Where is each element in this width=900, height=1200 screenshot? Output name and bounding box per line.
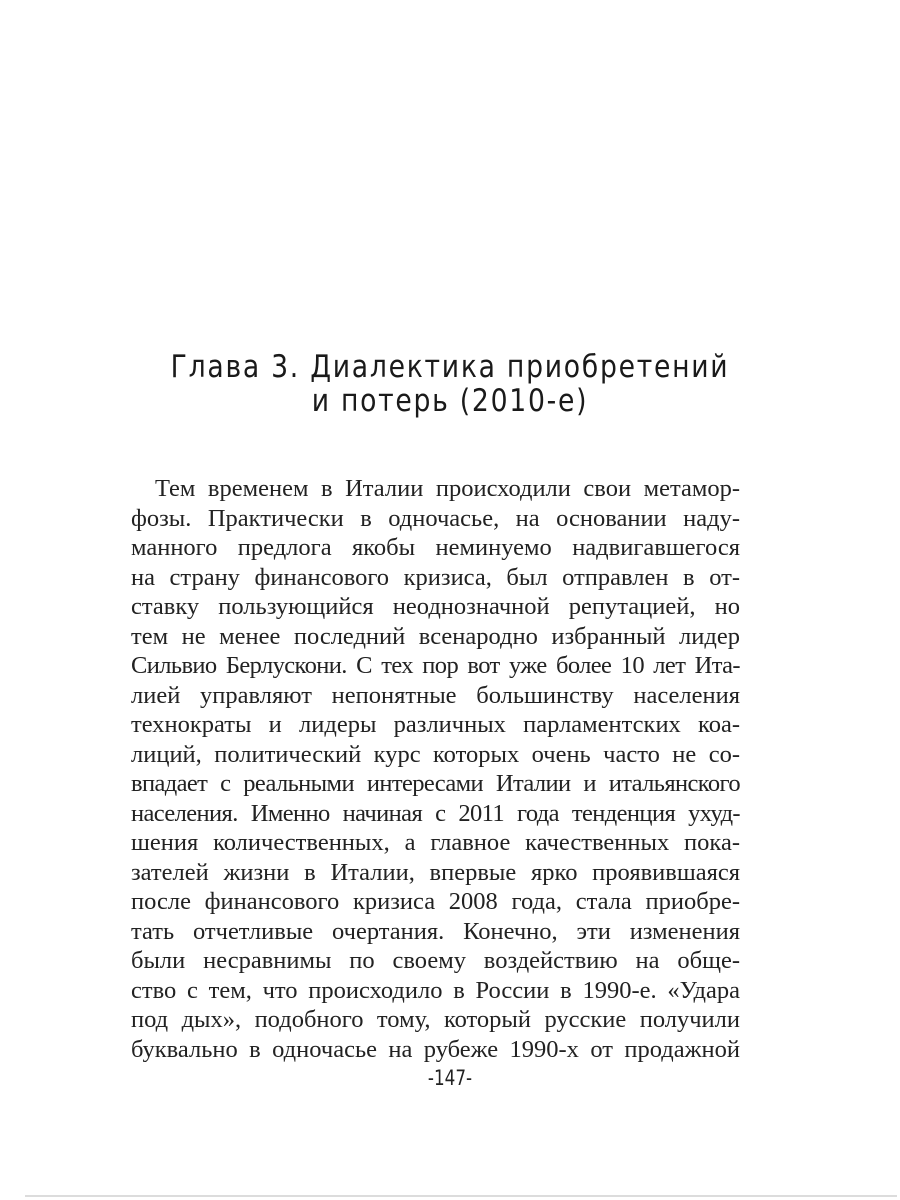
text-line: ство с тем, что происходило в России в 1990-е. «Удара [131, 976, 740, 1004]
chapter-title-line: и потерь (2010-е) [311, 383, 589, 419]
text-line: после финансового кризиса 2008 года, стала приобре- [131, 888, 740, 915]
text-line: ставку пользующийся неоднозначной репутацией, но [131, 593, 740, 620]
text-line: Сильвио Берлускони. С тех пор вот уже более 10 лет Ита- [131, 652, 740, 679]
text-line: технократы и лидеры различных парламентских коа- [131, 711, 740, 738]
text-line: под дых», подобного тому, который русские получили [131, 1006, 740, 1033]
chapter-title-line: Глава 3. Диалектика приобретений [170, 349, 730, 385]
text-line: шения количественных, а главное качественных пока- [131, 829, 740, 856]
text-line: впадает с реальными интересами Италии и итальянского [131, 770, 740, 797]
text-line: буквально в одночасье на рубеже 1990-х от продажной [131, 1035, 740, 1063]
text-line: тать отчетливые очертания. Конечно, эти изменения [131, 917, 740, 945]
body-paragraph [131, 474, 740, 1064]
text-line: на страну финансового кризиса, был отправлен в от- [131, 563, 740, 591]
text-line: фозы. Практически в одночасье, на основании наду- [131, 504, 740, 532]
page-bottom-edge [25, 1195, 897, 1197]
text-line: лиций, политический курс которых очень часто не со- [131, 740, 740, 768]
text-line: тем не менее последний всенародно избранный лидер [131, 622, 740, 650]
text-line: были несравнимы по своему воздействию на обще- [131, 947, 740, 974]
text-line: населения. Именно начиная с 2011 года тенденция ухуд- [131, 799, 740, 827]
text-line: лией управляют непонятные большинству населения [131, 681, 740, 709]
text-line: зателей жизни в Италии, впервые ярко проявившаяся [131, 858, 740, 886]
chapter-title [149, 350, 751, 418]
text-line: Тем временем в Италии происходили свои метамор- [155, 475, 740, 502]
page-number: -147- [427, 1066, 473, 1090]
text-line: манного предлога якобы неминуемо надвигавшегося [131, 534, 740, 561]
